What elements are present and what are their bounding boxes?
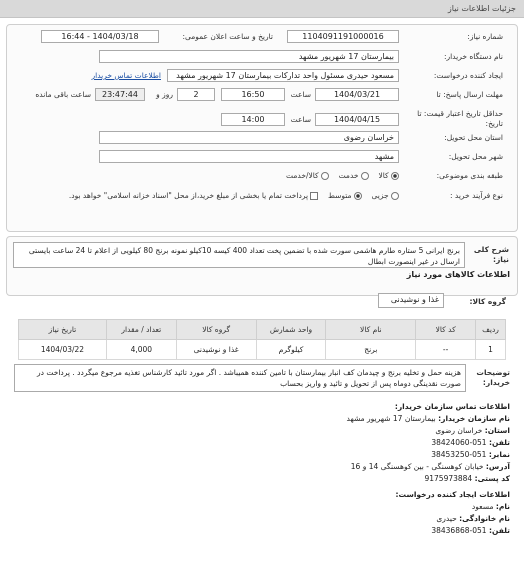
process-minor-radio[interactable] (391, 192, 399, 200)
col-qty: تعداد / مقدار (106, 320, 176, 340)
fax-label: نمابر: (488, 450, 510, 459)
creator-phone-value: 051-38436868 (431, 526, 487, 535)
summary-label: شرح کلی نیاز: (473, 245, 509, 264)
process-minor-label: جزیی (371, 191, 389, 200)
category-both-radio[interactable] (321, 172, 329, 180)
summary-text: برنج ایرانی 5 ستاره طارم هاشمی سورت شده با تضمین پخت تعداد 400 کیسه 10کیلو نمونه برنج 80 کیلویی از اعلام تا 24 ساعت بایستی ارسال در غیر اینصورت ابطال (13, 242, 465, 268)
col-row: ردیف (476, 320, 506, 340)
cell-row: 1 (476, 340, 506, 360)
deadline-time-label: ساعت (290, 90, 311, 99)
city-field: مشهد (99, 150, 399, 163)
last-name-label: نام خانوادگی: (459, 514, 510, 523)
phone-value: 051-38424060 (431, 438, 487, 447)
goods-section-title: اطلاعات کالاهای مورد نیاز (406, 270, 510, 279)
contact-province-value: خراسان رضوی (435, 426, 483, 435)
treasury-payment-checkbox[interactable] (310, 192, 318, 200)
phone-label: تلفن: (488, 438, 510, 447)
cell-date: 1404/03/22 (19, 340, 107, 360)
need-info-panel (6, 24, 518, 232)
contact-section-title: اطلاعات تماس سازمان خریدار: (394, 402, 510, 411)
goods-group-label: گروه کالا: (469, 297, 506, 306)
first-name-label: نام: (495, 502, 510, 511)
cell-unit: کیلوگرم (256, 340, 326, 360)
creator-phone-label: تلفن: (488, 526, 510, 535)
city-label: شهر محل تحویل: (448, 152, 503, 161)
category-goods-label: کالا (378, 171, 389, 180)
deadline-date-field: 1404/03/21 (315, 88, 399, 101)
table-row[interactable] (19, 340, 506, 360)
category-service-label: خدمت (338, 171, 359, 180)
summary-panel (6, 236, 518, 296)
goods-group-field: غذا و نوشیدنی (378, 293, 444, 308)
remaining-field: 23:47:44 (95, 88, 145, 101)
category-options (286, 171, 399, 180)
category-label: طبقه بندی موضوعی: (436, 171, 503, 180)
cell-name: برنج (326, 340, 416, 360)
org-value: بیمارستان 17 شهریور مشهد (346, 414, 436, 423)
postal-label: کد پستی: (474, 474, 510, 483)
treasury-payment-note: پرداخت تمام یا بخشی از مبلغ خرید،از محل "اسناد خزانه اسلامی" خواهد بود. (68, 191, 309, 200)
validity-time-field: 14:00 (221, 113, 285, 126)
need-number-label: شماره نیاز: (467, 32, 503, 41)
buyer-field: بیمارستان 17 شهریور مشهد (99, 50, 399, 63)
address-value: خیابان کوهسنگی - بین کوهسنگی 14 و 16 (350, 462, 484, 471)
buyer-label: نام دستگاه خریدار: (443, 52, 503, 61)
process-label: نوع فرآیند خرید : (449, 191, 503, 200)
cell-group: غذا و نوشیدنی (176, 340, 256, 360)
col-unit: واحد شمارش (256, 320, 326, 340)
last-name-value: حیدری (436, 514, 457, 523)
validity-time-label: ساعت (290, 115, 311, 124)
validity-date-field: 1404/04/15 (315, 113, 399, 126)
goods-table (18, 319, 506, 360)
creator-field: مسعود حیدری مسئول واحد تدارکات بیمارستان 17 شهریور مشهد (167, 69, 399, 82)
days-label: روز و (156, 90, 173, 99)
contact-province-label: استان: (484, 426, 510, 435)
postal-value: 9175973884 (424, 474, 473, 483)
cell-code: -- (416, 340, 476, 360)
col-code: کد کالا (416, 320, 476, 340)
col-name: نام کالا (326, 320, 416, 340)
col-group: گروه کالا (176, 320, 256, 340)
org-label: نام سازمان خریدار: (438, 414, 510, 423)
cell-qty: 4,000 (106, 340, 176, 360)
page-header (0, 0, 524, 18)
process-medium-label: متوسط (327, 191, 352, 200)
announce-label: تاریخ و ساعت اعلان عمومی: (182, 32, 273, 41)
buyer-notes-text: هزینه حمل و تخلیه برنج و چیدمان کف انبار بیمارستان با تامین کننده همیباشد . اگر مورد تائید کارشناس تغذیه مرجوع میگردد . پرداخت در صورت نقدینگی دوماه پس از تحویل و تائید و واریز بحساب (14, 364, 466, 392)
goods-table-header (19, 320, 506, 340)
province-field: خراسان رضوی (99, 131, 399, 144)
first-name-value: مسعود (471, 502, 494, 511)
remaining-label: ساعت باقی مانده (35, 90, 91, 99)
province-label: استان محل تحویل: (444, 133, 503, 142)
address-label: آدرس: (485, 462, 510, 471)
need-number-field: 1104091191000016 (287, 30, 399, 43)
page-title: جزئیات اطلاعات نیاز (447, 4, 516, 13)
category-both-label: کالا/خدمت (286, 171, 319, 180)
buyer-contact-link[interactable]: اطلاعات تماس خریدار (91, 71, 161, 80)
deadline-label: مهلت ارسال پاسخ: تا (436, 90, 503, 99)
category-goods-radio[interactable] (391, 172, 399, 180)
creator-section-title: اطلاعات ایجاد کننده درخواست: (395, 490, 510, 499)
process-medium-radio[interactable] (354, 192, 362, 200)
col-date: تاریخ نیاز (19, 320, 107, 340)
days-field: 2 (177, 88, 215, 101)
buyer-notes-label: توضیحات خریدار: (476, 368, 510, 387)
deadline-time-field: 16:50 (221, 88, 285, 101)
validity-label: حداقل تاریخ اعتبار قیمت: تا تاریخ: (417, 109, 503, 128)
category-service-radio[interactable] (361, 172, 369, 180)
creator-label: ایجاد کننده درخواست: (433, 71, 503, 80)
process-options (69, 191, 399, 200)
fax-value: 051-38453250 (431, 450, 487, 459)
announce-field: 1404/03/18 - 16:44 (41, 30, 159, 43)
